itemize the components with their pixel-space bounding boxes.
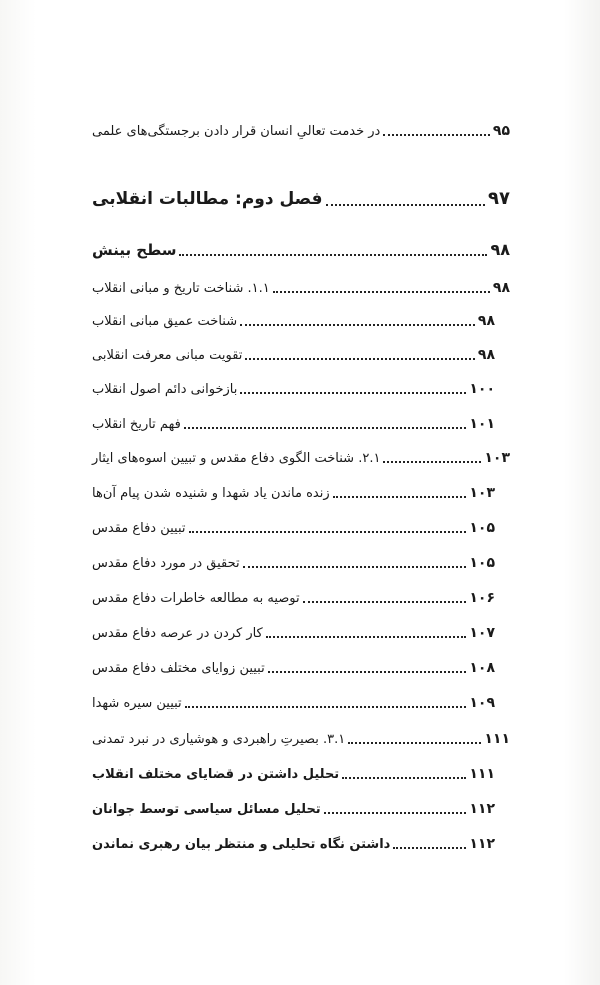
toc-page-number: ۱۱۲: [469, 801, 495, 817]
toc-entry-title: تحقیق در مورد دفاع مقدس: [92, 556, 240, 571]
toc-entry-title: شناخت عمیق مبانی انقلاب: [92, 314, 238, 329]
toc-entry: [90, 766, 495, 782]
toc-page-number: ۱۰۳: [484, 450, 510, 466]
toc-entry: [90, 416, 495, 432]
toc-entry: [90, 555, 495, 571]
toc-entry-title: تحلیل داشتن در قضایای مختلف انقلاب: [92, 767, 340, 782]
toc-entry: [90, 450, 510, 466]
dot-leader: [383, 133, 490, 136]
toc-page-number: ۹۸: [477, 347, 495, 363]
toc-page-number: ۱۱۲: [469, 836, 495, 852]
toc-entry-title: توصیه به مطالعه خاطرات دفاع مقدس: [92, 591, 300, 606]
toc-entry: [90, 625, 495, 641]
dot-leader: [268, 670, 467, 673]
dot-leader: [326, 203, 485, 206]
toc-entry-title: فهم تاریخ انقلاب: [92, 417, 181, 432]
toc-page-number: ۱۰۰: [469, 381, 495, 397]
toc-page-number: ۱۰۵: [469, 555, 495, 571]
dot-leader: [342, 776, 466, 779]
dot-leader: [189, 530, 467, 533]
dot-leader: [184, 426, 467, 429]
toc-entry-title: ۳.۱. بصیرتِ راهبردی و هوشیاری در نبرد تمدنی: [92, 732, 346, 747]
toc-entry: [90, 801, 495, 817]
toc-entry: [90, 485, 495, 501]
toc-entry: [90, 695, 495, 711]
toc-chapter-heading: [90, 188, 510, 209]
toc-entry-title: داشتن نگاه تحلیلی و منتظر بیان رهبری نماندن: [92, 837, 391, 852]
dot-leader: [393, 846, 466, 849]
chapter-title: فصل دوم: مطالبات انقلابی: [92, 189, 323, 209]
toc-page-number: ۹۸: [492, 280, 510, 296]
toc-entry: [90, 836, 495, 852]
toc-entry: [90, 520, 495, 536]
toc-entry-title: در خدمت تعالیِ انسان قرار دادن برجستگی‌های علمی: [92, 124, 381, 139]
dot-leader: [266, 635, 467, 638]
toc-page-number: ۹۸: [477, 313, 495, 329]
chapter-page-number: ۹۷: [488, 188, 510, 209]
dot-leader: [273, 290, 490, 293]
dot-leader: [348, 741, 481, 744]
toc-page-number: ۱۰۳: [469, 485, 495, 501]
dot-leader: [240, 323, 475, 326]
toc-entry-title: تبیین دفاع مقدس: [92, 521, 186, 536]
toc-entry: [90, 381, 495, 397]
section-title: سطح بینش: [92, 241, 177, 259]
dot-leader: [383, 460, 481, 463]
toc-entry-title: تبیین زوایای مختلف دفاع مقدس: [92, 661, 265, 676]
dot-leader: [179, 253, 487, 256]
toc-page-number: ۱۰۱: [469, 416, 495, 432]
toc-entry-title: تحلیل مسائل سیاسی توسط جوانان: [92, 802, 321, 817]
dot-leader: [240, 391, 466, 394]
toc-page-number: ۱۰۷: [469, 625, 495, 641]
toc-page-number: ۱۰۵: [469, 520, 495, 536]
toc-entry: [90, 280, 510, 296]
toc-page-number: ۱۱۱: [484, 731, 510, 747]
toc-page-number: ۱۰۹: [469, 695, 495, 711]
dot-leader: [243, 565, 467, 568]
section-page-number: ۹۸: [490, 240, 510, 259]
toc-entry: [90, 590, 495, 606]
toc-section-heading: [90, 240, 510, 259]
toc-page-number: ۱۰۶: [469, 590, 495, 606]
toc-entry-title: زنده ماندن یاد شهدا و شنیده شدن پیام آن‌ها: [92, 486, 330, 501]
toc-page-number: ۱۱۱: [469, 766, 495, 782]
toc-intro-line: [90, 123, 510, 139]
toc-entry: [90, 731, 510, 747]
dot-leader: [185, 705, 467, 708]
toc-entry-title: ۲.۱. شناخت الگوی دفاع مقدس و تبیین اسوه‌های ایثار: [92, 451, 381, 466]
toc-page-number: ۱۰۸: [469, 660, 495, 676]
toc-entry-title: کار کردن در عرصه دفاع مقدس: [92, 626, 263, 641]
toc-entry: [90, 660, 495, 676]
toc-entry: [90, 313, 495, 329]
dot-leader: [245, 357, 475, 360]
toc-page-number: ۹۵: [492, 123, 510, 139]
dot-leader: [324, 811, 467, 814]
toc-entry-title: ۱.۱. شناخت تاریخ و مبانی انقلاب: [92, 281, 270, 296]
toc-entry: [90, 347, 495, 363]
dot-leader: [303, 600, 467, 603]
toc-entry-title: تبیین سیره شهدا: [92, 696, 182, 711]
toc-entry-title: بازخوانی دائم اصول انقلاب: [92, 382, 238, 397]
dot-leader: [333, 495, 467, 498]
toc-entry-title: تقویت مبانی معرفت انقلابی: [92, 348, 243, 363]
